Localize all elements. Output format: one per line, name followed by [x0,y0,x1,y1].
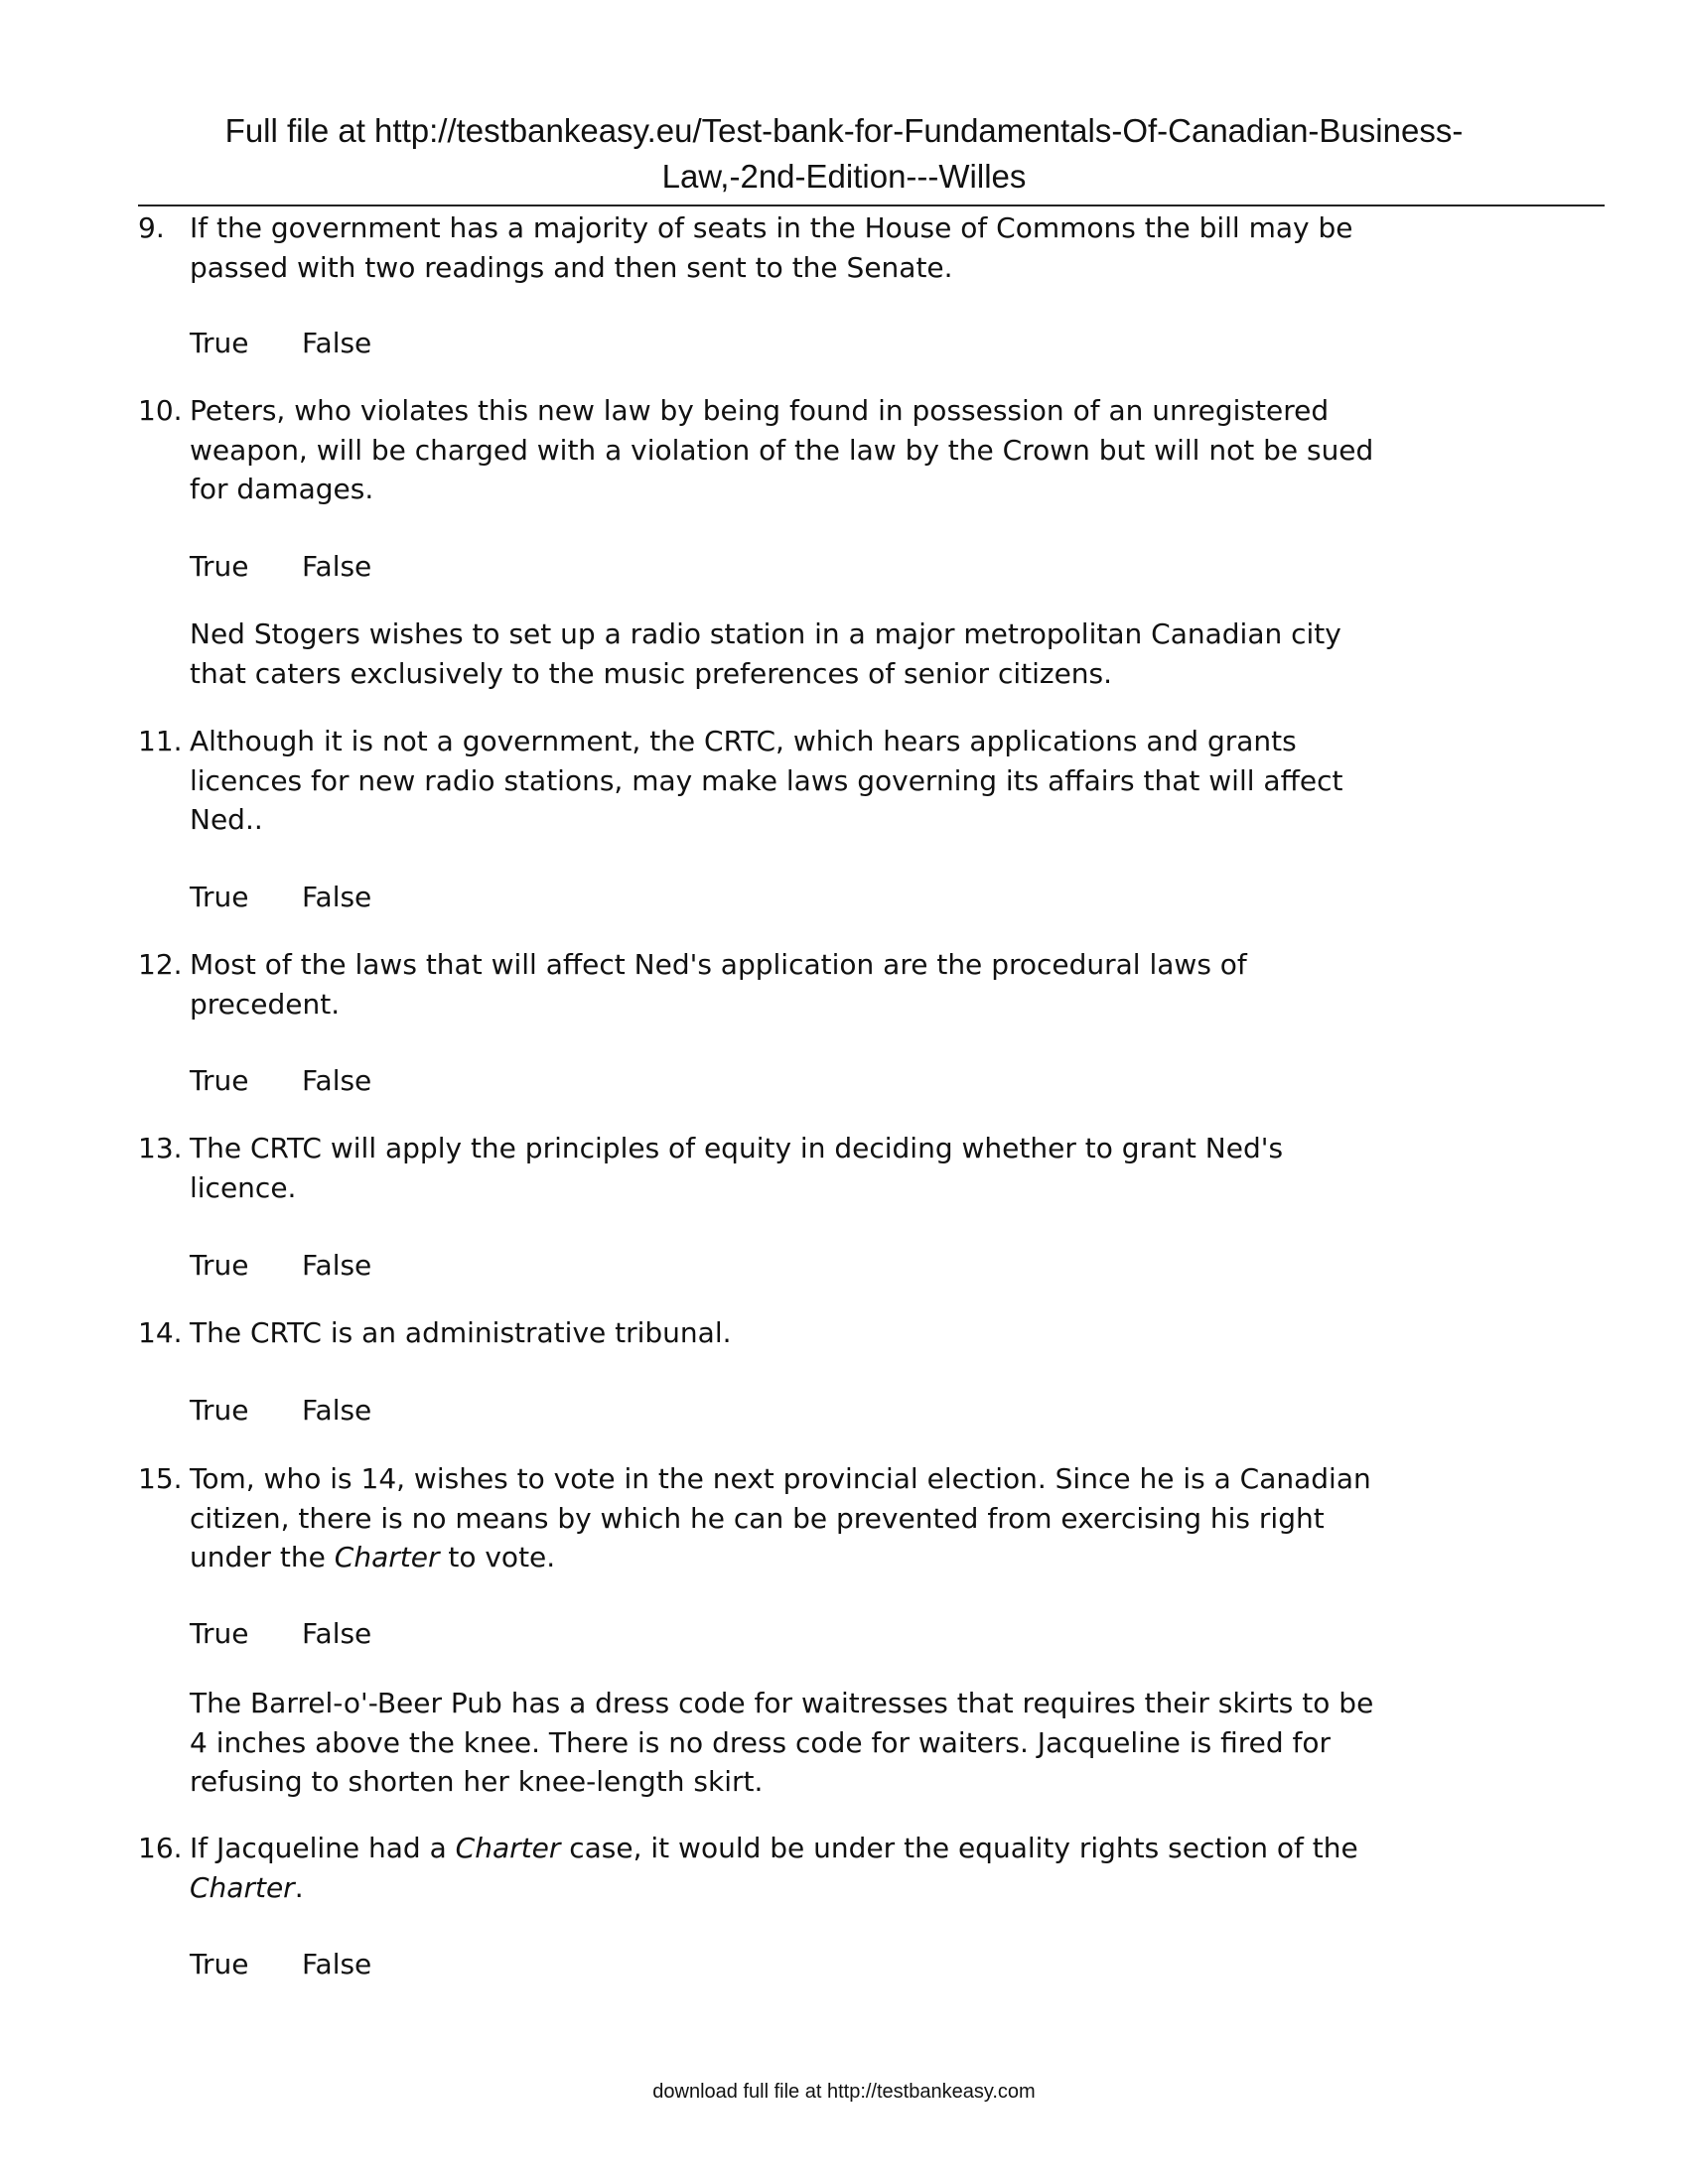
true-option[interactable]: True [190,1394,249,1427]
text-line: for damages. [190,473,374,505]
text-line: precedent. [190,987,341,1021]
question-number: 15. [138,1462,183,1495]
text-segment: case, it would be under the equality rights section of the [560,1832,1358,1864]
question-text [190,1829,1358,1907]
text-line [190,1538,1371,1577]
true-option[interactable]: True [190,1064,249,1097]
text-line: 4 inches above the knee. There is no dress code for waiters. Jacqueline is fired for [190,1725,1331,1759]
italic-charter: Charter [334,1541,440,1573]
question-text [190,1129,1283,1207]
true-option[interactable]: True [190,1948,249,1980]
false-option[interactable]: False [302,550,372,583]
question-text [190,1313,732,1353]
false-option[interactable]: False [302,1617,372,1650]
question-number: 16. [138,1832,183,1864]
question-text [190,945,1247,1024]
text-segment: If Jacqueline had a [190,1832,456,1864]
text-line: refusing to shorten her knee-length skirt. [190,1765,764,1798]
text-line: The CRTC will apply the principles of equity in deciding whether to grant Ned's [190,1132,1284,1164]
text-segment: . [294,1870,304,1904]
question-number: 11. [138,725,183,757]
text-line: licences for new radio stations, may make laws governing its affairs that will affect [190,763,1343,797]
text-segment: under the [190,1541,335,1573]
text-line: citizen, there is no means by which he can be prevented from exercising his right [190,1501,1325,1535]
question-number: 9. [138,211,165,244]
header-line-2: Law,-2nd-Edition---Willes [661,158,1027,195]
text-line: The CRTC is an administrative tribunal. [190,1316,732,1349]
text-line: Although it is not a government, the CRTC, which hears applications and grants [190,725,1297,757]
header-line-1: Full file at http://testbankeasy.eu/Test-bank-for-Fundamentals-Of-Canadian-Business- [224,112,1464,149]
italic-charter: Charter [455,1832,561,1864]
text-line: If the government has a majority of seats in the House of Commons the bill may be [190,211,1353,244]
false-option[interactable]: False [302,1064,372,1097]
question-text [190,391,1373,509]
true-option[interactable]: True [190,1249,249,1282]
text-line: licence. [190,1170,297,1204]
question-text [190,722,1342,840]
italic-charter: Charter [190,1870,295,1904]
question-text [190,208,1353,287]
question-number: 12. [138,948,183,981]
false-option[interactable]: False [302,1249,372,1282]
text-line: weapon, will be charged with a violation of the law by the Crown but will not be sued [190,433,1374,467]
footer-download-link[interactable]: download full file at http://testbankeasy.com [652,2081,1036,2103]
text-line: Ned.. [190,803,263,836]
text-segment: to vote. [439,1541,556,1573]
true-option[interactable]: True [190,1617,249,1650]
scenario-text [190,614,1341,693]
header-divider [138,205,1605,206]
true-option[interactable]: True [190,881,249,913]
question-text [190,1459,1371,1577]
text-line [190,1829,1358,1868]
text-line [190,1868,1358,1908]
true-option[interactable]: True [190,550,249,583]
question-number: 10. [138,394,183,427]
false-option[interactable]: False [302,327,372,359]
text-line: Peters, who violates this new law by being found in possession of an unregistered [190,394,1330,427]
question-number: 14. [138,1316,183,1349]
text-line: The Barrel-o'-Beer Pub has a dress code for waitresses that requires their skirts to be [190,1687,1374,1719]
false-option[interactable]: False [302,1948,372,1980]
false-option[interactable]: False [302,1394,372,1427]
false-option[interactable]: False [302,881,372,913]
text-line: passed with two readings and then sent to the Senate. [190,250,953,284]
question-number: 13. [138,1132,183,1164]
scenario-text [190,1684,1373,1802]
text-line: Ned Stogers wishes to set up a radio station in a major metropolitan Canadian city [190,617,1341,650]
text-line: Most of the laws that will affect Ned's application are the procedural laws of [190,948,1247,981]
true-option[interactable]: True [190,327,249,359]
text-line: Tom, who is 14, wishes to vote in the next provincial election. Since he is a Canadian [190,1462,1371,1495]
text-line: that caters exclusively to the music preferences of senior citizens. [190,656,1113,690]
